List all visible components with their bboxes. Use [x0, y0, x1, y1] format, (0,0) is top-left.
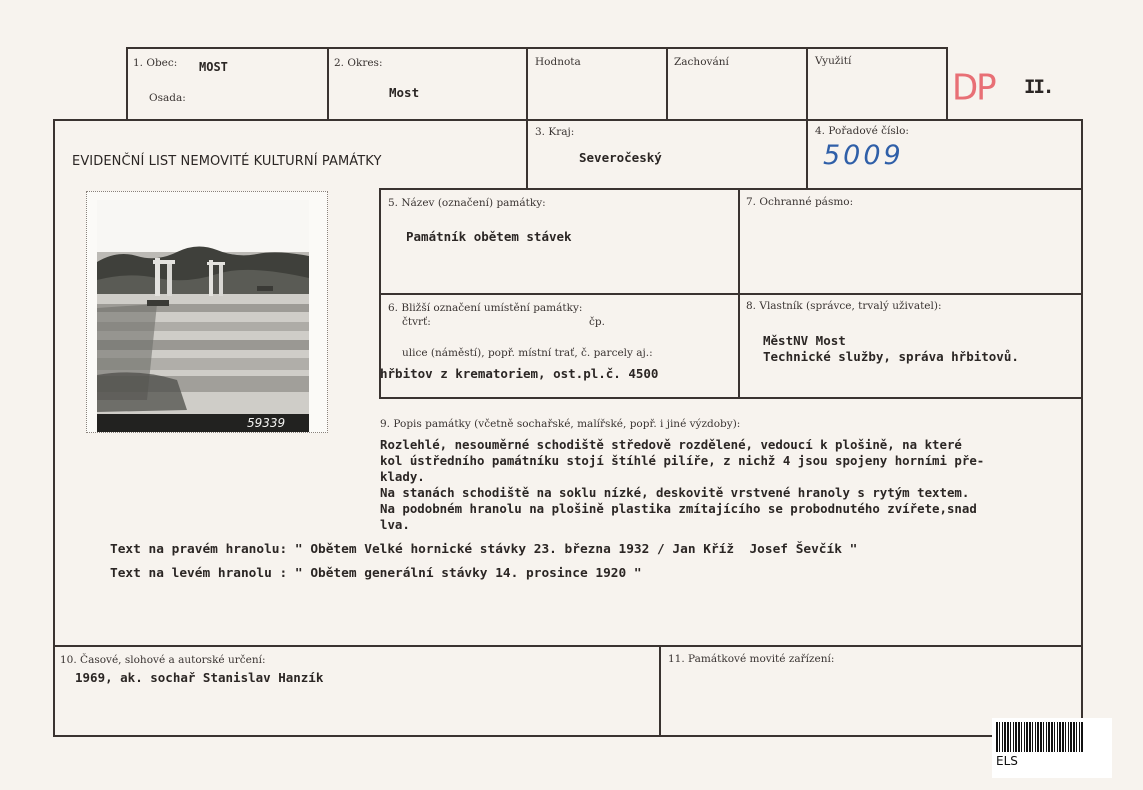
barcode-bars — [996, 722, 1084, 752]
stamp-mark: II. — [1024, 76, 1053, 98]
vyuziti-label: Využití — [815, 55, 852, 67]
ctvrt-label: čtvrť: — [402, 316, 431, 328]
vlastnik-label: 8. Vlastník (správce, trvalý uživatel): — [746, 300, 942, 312]
form-divider — [379, 397, 1082, 399]
okres-label: 2. Okres: — [334, 57, 383, 69]
form-title: EVIDENČNÍ LIST NEMOVITÉ KULTURNÍ PAMÁTKY — [72, 154, 382, 169]
header-divider — [327, 47, 329, 119]
osada-label: Osada: — [149, 92, 186, 104]
casove-value: 1969, ak. sochař Stanislav Hanzík — [75, 670, 324, 685]
kraj-value: Severočeský — [579, 150, 662, 165]
vlastnik-line-1: MěstNV Most — [763, 333, 846, 348]
form-top-border — [53, 119, 1083, 121]
obec-value: MOST — [199, 60, 228, 74]
form-divider — [379, 188, 1082, 190]
barcode — [992, 718, 1112, 778]
form-divider — [659, 645, 661, 736]
casove-label: 10. Časové, slohové a autorské určení: — [60, 654, 266, 666]
text-left-prism: Text na levém hranolu : " Obětem generální stávky 14. prosince 1920 " — [110, 566, 642, 581]
vlastnik-line-2: Technické služby, správa hřbitovů. — [763, 349, 1019, 364]
cp-label: čp. — [589, 316, 605, 328]
form-divider — [526, 119, 528, 189]
header-divider — [526, 47, 528, 119]
movite-label: 11. Památkové movité zařízení: — [668, 653, 835, 665]
form-divider — [53, 645, 1083, 647]
nazev-value: Památník obětem stávek — [406, 229, 572, 244]
form-divider — [379, 293, 1082, 295]
nazev-label: 5. Název (označení) památky: — [388, 197, 546, 209]
blizsi-label: 6. Bližší označení umístění památky: — [388, 302, 583, 314]
header-divider — [806, 47, 808, 119]
okres-value: Most — [389, 85, 420, 100]
hodnota-label: Hodnota — [535, 56, 581, 68]
header-left-border — [126, 47, 128, 119]
popis-line: klady. — [380, 469, 425, 484]
monument-photo — [97, 200, 309, 432]
popis-line: Rozlehlé, nesouměrné schodiště středově rozdělené, vedoucí k plošině, na které — [380, 437, 962, 452]
text-right-prism: Text na pravém hranolu: " Obětem Velké hornické stávky 23. března 1932 / Jan Kříž Josef Ševčík " — [110, 542, 858, 557]
popis-line: Na podobném hranolu na plošině plastika zmítajícího se probodnutého zvířete,snad — [380, 501, 977, 516]
popis-line: kol ústředního památníku stojí štíhlé pilíře, z nichž 4 jsou spojeny horními pře- — [380, 453, 985, 468]
popis-line: lva. — [380, 517, 410, 532]
ochranne-label: 7. Ochranné pásmo: — [746, 196, 854, 208]
photo-frame — [86, 191, 328, 433]
form-divider — [806, 119, 808, 189]
header-divider — [666, 47, 668, 119]
ulice-value: hřbitov z krematoriem, ost.pl.č. 4500 — [380, 366, 659, 381]
poradove-value: 5009 — [823, 140, 904, 171]
header-divider — [946, 47, 948, 119]
kraj-label: 3. Kraj: — [535, 126, 575, 138]
barcode-label: ELS — [996, 754, 1018, 768]
zachovani-label: Zachování — [674, 56, 729, 68]
popis-line: Na stanách schodiště na soklu nízké, deskovitě vrstvené hranoly s rytým textem. — [380, 485, 970, 500]
dp-stamp: DP — [952, 67, 995, 109]
photo-number: 59339 — [247, 416, 286, 430]
ulice-label: ulice (náměstí), popř. místní trať, č. parcely aj.: — [402, 347, 653, 359]
poradove-label: 4. Pořadové číslo: — [815, 125, 909, 137]
obec-label: 1. Obec: — [133, 57, 178, 69]
header-top-border — [126, 47, 948, 49]
popis-label: 9. Popis památky (včetně sochařské, malířské, popř. i jiné výzdoby): — [380, 418, 741, 430]
form-bottom-border — [53, 735, 1083, 737]
